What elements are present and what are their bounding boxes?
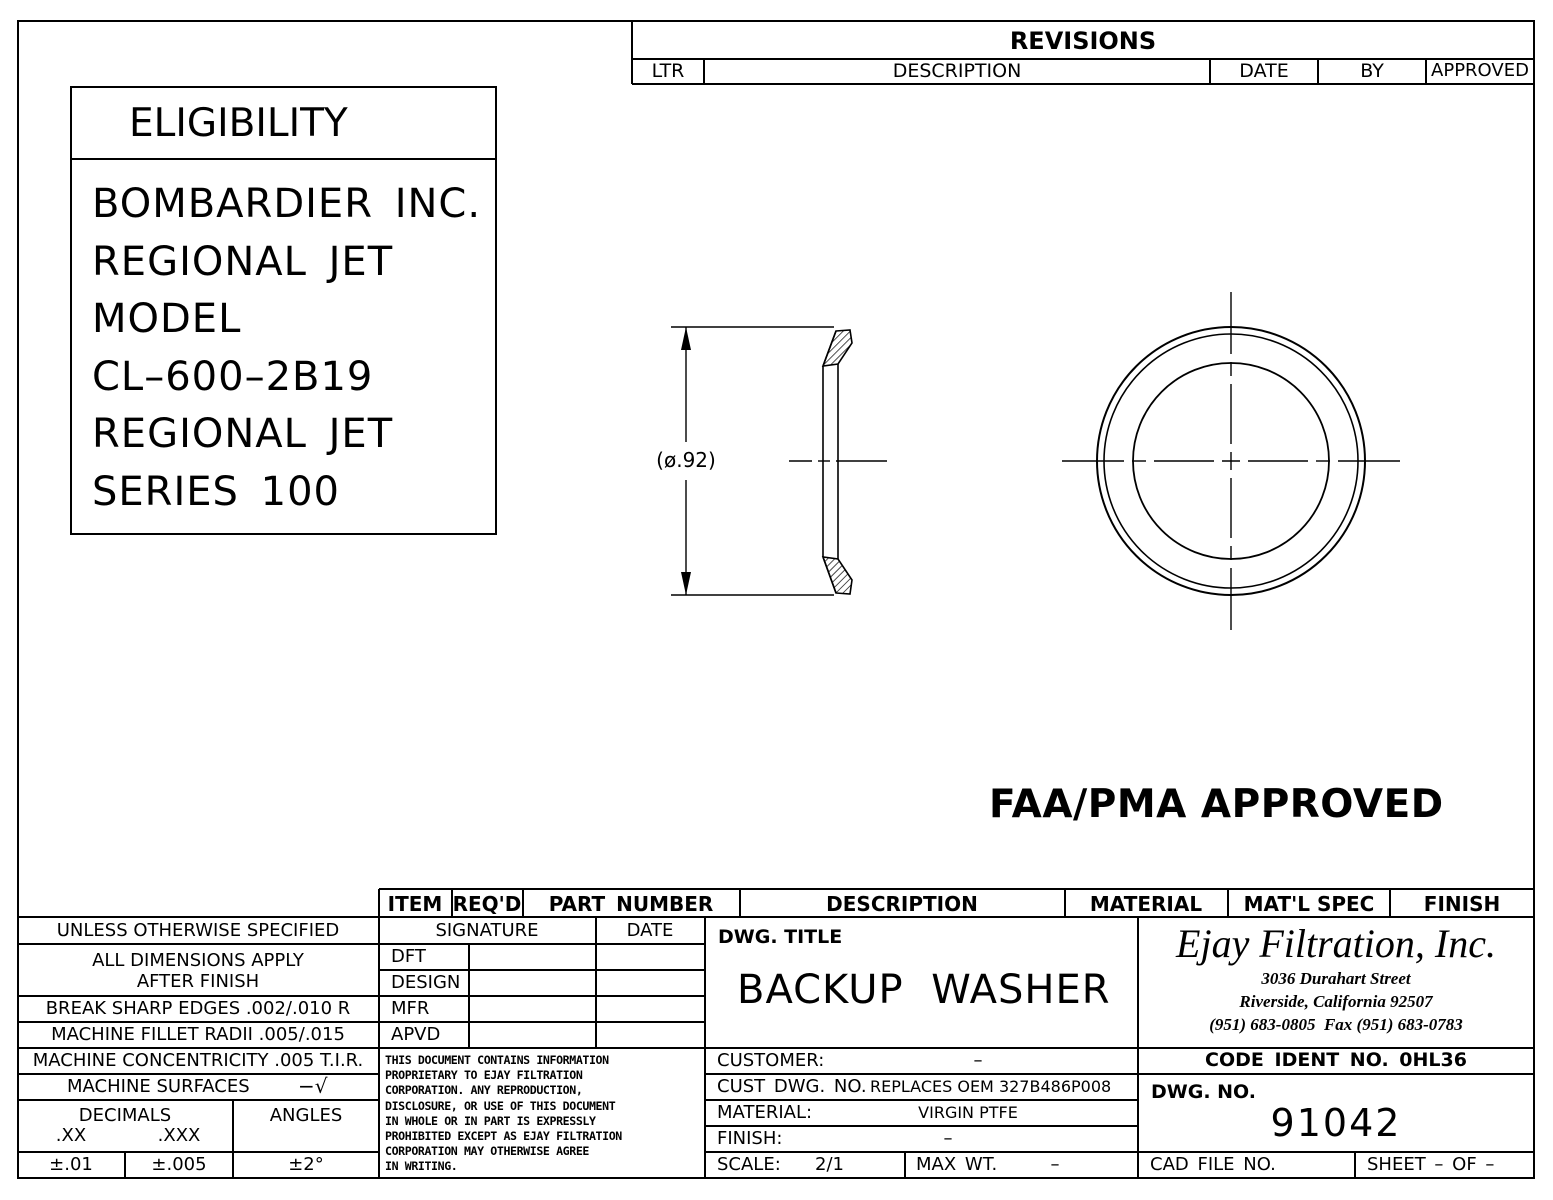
max-wt-label: MAX WT. xyxy=(916,1154,998,1175)
parts-col-material: MATERIAL xyxy=(1089,892,1203,916)
company-phone: (951) 683-0805 Fax (951) 683-0783 xyxy=(1209,1015,1463,1034)
tolerance-xx-value: ±.01 xyxy=(49,1154,93,1175)
customer-label: CUSTOMER: xyxy=(717,1050,825,1071)
cad-file-label: CAD FILE NO. xyxy=(1150,1154,1276,1175)
eligibility-line: MODEL xyxy=(92,296,242,342)
dwg-no-label: DWG. NO. xyxy=(1151,1081,1257,1103)
proprietary-line: DISCLOSURE, OR USE OF THIS DOCUMENT xyxy=(385,1098,616,1113)
faa-pma-approved-stamp: FAA/PMA APPROVED xyxy=(989,782,1444,827)
material-label: MATERIAL: xyxy=(717,1102,813,1123)
signature-row-apvd: APVD xyxy=(391,1024,441,1045)
signature-row-design: DESIGN xyxy=(391,972,461,993)
scale-value: 2/1 xyxy=(815,1154,844,1175)
proprietary-line: PROHIBITED EXCEPT AS EJAY FILTRATION xyxy=(385,1129,622,1144)
signature-row-mfr: MFR xyxy=(391,998,430,1019)
signature-row-dft: DFT xyxy=(391,946,426,967)
finish-value: – xyxy=(943,1128,953,1149)
proprietary-line: THIS DOCUMENT CONTAINS INFORMATION xyxy=(385,1053,609,1067)
cust-dwg-value: REPLACES OEM 327B486P008 xyxy=(870,1077,1112,1096)
rev-col-ltr: LTR xyxy=(651,60,685,82)
tolerance-xx-label: .XX xyxy=(55,1125,87,1146)
rev-col-by: BY xyxy=(1360,60,1384,82)
parts-col-description: DESCRIPTION xyxy=(826,892,978,916)
finish-label: FINISH: xyxy=(717,1128,783,1149)
eligibility-header: ELIGIBILITY xyxy=(129,101,348,146)
scale-label: SCALE: xyxy=(717,1154,781,1175)
rev-col-approved: APPROVED xyxy=(1431,60,1529,81)
rev-col-description: DESCRIPTION xyxy=(892,60,1022,82)
max-wt-value: – xyxy=(1050,1154,1060,1175)
note-fillet-radii: MACHINE FILLET RADII .005/.015 xyxy=(51,1024,345,1045)
dwg-title: BACKUP WASHER xyxy=(737,967,1111,1013)
note-break-edges: BREAK SHARP EDGES .002/.010 R xyxy=(45,998,351,1019)
eligibility-line: CL–600–2B19 xyxy=(92,354,374,400)
proprietary-line: IN WHOLE OR IN PART IS EXPRESSLY xyxy=(385,1113,596,1128)
signature-col-header: SIGNATURE xyxy=(435,920,539,941)
company-name: Ejay Filtration, Inc. xyxy=(1176,921,1496,966)
proprietary-line: PROPRIETARY TO EJAY FILTRATION xyxy=(385,1068,583,1083)
note-concentricity: MACHINE CONCENTRICITY .005 T.I.R. xyxy=(32,1050,364,1071)
tolerance-xxx-label: .XXX xyxy=(157,1125,201,1146)
proprietary-line: IN WRITING. xyxy=(385,1159,458,1174)
tolerance-angle-value: ±2° xyxy=(288,1154,324,1175)
eligibility-line: SERIES 100 xyxy=(92,469,340,515)
note-after-finish: AFTER FINISH xyxy=(136,971,260,992)
proprietary-line: CORPORATION MAY OTHERWISE AGREE xyxy=(385,1144,589,1159)
rev-col-date: DATE xyxy=(1239,60,1289,82)
cust-dwg-label: CUST DWG. NO. xyxy=(717,1076,867,1097)
dwg-title-label: DWG. TITLE xyxy=(718,926,843,948)
tolerance-angles-label: ANGLES xyxy=(269,1105,343,1126)
note-machine-surfaces: MACHINE SURFACES xyxy=(67,1076,250,1097)
parts-col-item: ITEM xyxy=(387,892,443,916)
material-value: VIRGIN PTFE xyxy=(918,1103,1018,1122)
parts-col-finish: FINISH xyxy=(1423,892,1501,916)
note-unless-specified: UNLESS OTHERWISE SPECIFIED xyxy=(56,920,340,941)
company-street: 3036 Durahart Street xyxy=(1261,969,1411,988)
dwg-no: 91042 xyxy=(1270,1101,1402,1145)
parts-col-matl-spec: MAT'L SPEC xyxy=(1243,892,1375,916)
tolerance-xxx-value: ±.005 xyxy=(151,1154,207,1175)
company-city: Riverside, California 92507 xyxy=(1239,992,1433,1011)
code-ident: CODE IDENT NO. 0HL36 xyxy=(1205,1049,1467,1071)
customer-value: – xyxy=(973,1050,983,1071)
eligibility-line: BOMBARDIER INC. xyxy=(92,181,482,227)
eligibility-line: REGIONAL JET xyxy=(92,411,394,457)
tolerance-decimals-label: DECIMALS xyxy=(78,1105,172,1126)
sheet-label: SHEET – OF – xyxy=(1367,1154,1495,1175)
proprietary-line: CORPORATION. ANY REPRODUCTION, xyxy=(385,1083,583,1098)
eligibility-line: REGIONAL JET xyxy=(92,239,394,285)
washer-front-view xyxy=(1062,292,1400,630)
signature-date-col-header: DATE xyxy=(626,920,674,941)
proprietary-notice xyxy=(385,1053,703,1175)
parts-col-part-number: PART NUMBER xyxy=(548,892,714,916)
surface-finish-symbol: −√ xyxy=(298,1074,328,1098)
revisions-title: REVISIONS xyxy=(1009,27,1157,55)
parts-col-reqd: REQ'D xyxy=(452,892,522,916)
diameter-dimension-label: (ø.92) xyxy=(656,448,716,472)
note-all-dimensions: ALL DIMENSIONS APPLY xyxy=(92,950,304,971)
